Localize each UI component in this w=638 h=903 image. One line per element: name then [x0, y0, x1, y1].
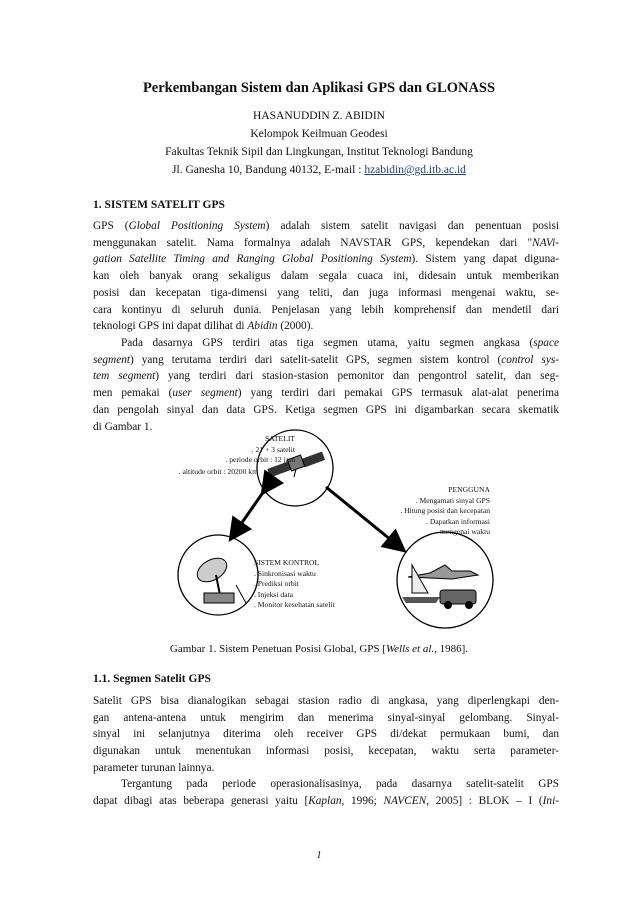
text-line: di Gambar 1. [93, 420, 153, 433]
paper-title: Perkembangan Sistem dan Aplikasi GPS dan GLONASS [142, 80, 496, 96]
satelit-altitude-label: . altitude orbit : 20200 km [178, 467, 258, 476]
kontrol-label: SISTEM KONTROL . Sinkronisasi waktu . Prediksi orbit . Injeksi data . Monitor kesehatan satelit [254, 558, 335, 609]
subsection-heading: 1.1. Segmen Satelit GPS [93, 673, 211, 685]
text-line: posisi dan kecepatan tiga-dimensi yang teliti, dan juga informasi mengenai waktu, se- [93, 286, 559, 299]
author-address [0, 164, 638, 176]
text-line: teknologi GPS ini dapat dilihat di Abidin (2000). [93, 320, 314, 333]
figure-gps-segments [140, 425, 520, 630]
section-heading: 1. SISTEM SATELIT GPS [93, 199, 225, 211]
pengguna-label: PENGGUNA . Mengamati sinyal GPS . Hitung posisi dan kecepatan . Dapatkan informasi mengenai waktu [400, 485, 490, 536]
author-group: Kelompok Keilmuan Geodesi [250, 128, 388, 140]
user-circle [397, 532, 493, 628]
text-line: men pemakai (user segment) yang terdiri dari pemakai GPS termasuk alat-alat penerima [93, 387, 559, 400]
figure-caption: Gambar 1. Sistem Penetuan Posisi Global, GPS [Wells et al., 1986]. [169, 643, 469, 655]
text-line: GPS (Global Positioning System) adalah sistem satelit navigasi dan penentuan posisi [93, 220, 560, 232]
paragraph [93, 218, 559, 335]
text-line: dapat dibagi atas beberapa generasi yaitu [Kaplan, 1996; NAVCEN, 2005] : BLOK – I (Ini- [93, 794, 559, 807]
text-line: tem segment) yang terdiri dari stasion-stasion pemonitor dan pengontrol satelit, dan seg- [93, 370, 559, 383]
text-line: parameter turunan lainnya. [93, 761, 215, 774]
address-text: Jl. Ganesha 10, Bandung 40132, E-mail : [172, 164, 365, 176]
email-link[interactable]: hzabidin@gd.itb.ac.id [364, 164, 466, 176]
text-line: gan antena-antena untuk mengirim dan menerima sinyal-sinyal gelombang. Sinyal- [93, 711, 559, 724]
text-line: digunakan untuk menentukan informasi posisi, kecepatan, waktu serta parameter- [93, 745, 559, 758]
author-faculty: Fakultas Teknik Sipil dan Lingkungan, Institut Teknologi Bandung [165, 146, 473, 158]
paragraph [93, 693, 559, 777]
control-satellite-arrow [232, 491, 264, 537]
text-line: cara kontinyu di seluruh dunia. Penjelasan yang lebih komprehensif dan mendetil dari [93, 303, 559, 316]
text-line: segment) yang terutama terdiri dari satelit-satelit GPS, segmen sistem kontrol (control sys- [93, 353, 559, 366]
text-line: sinyal ini selanjutnya diterima oleh receiver GPS di/dekat permukaan bumi, dan [93, 728, 559, 741]
paragraph [93, 335, 559, 435]
text-line: Pada dasarnya GPS terdiri atas tiga segmen utama, yaitu segmen angkasa (space [121, 337, 559, 349]
text-line: kan oleh banyak orang sekaligus dalam segala cuaca ini, didesain untuk memberikan [93, 270, 559, 283]
text-line: dan pengolah sinyal dan data GPS. Ketiga segmen GPS ini digambarkan secara skematik [93, 403, 559, 416]
text-line: Tergantung pada periode operasionalisasinya, pada dasarnya satelit-satelit GPS [121, 778, 559, 790]
text-line: menggunakan satelit. Nama formalnya adalah NAVSTAR GPS, kependekan dari "NAVi- [93, 236, 559, 249]
author-name: HASANUDDIN Z. ABIDIN [253, 110, 385, 122]
paragraph [93, 776, 559, 809]
text-line: gation Satellite Timing and Ranging Global Positioning System). Sistem yang dapat diguna- [93, 253, 559, 266]
page-number: 1 [316, 850, 322, 861]
text-line: Satelit GPS bisa dianalogikan sebagai stasion radio di angkasa, yang diperlengkapi den- [93, 695, 559, 707]
satelit-label: SATELIT . 21 + 3 satelit . periode orbit : 12 jam [225, 434, 295, 464]
